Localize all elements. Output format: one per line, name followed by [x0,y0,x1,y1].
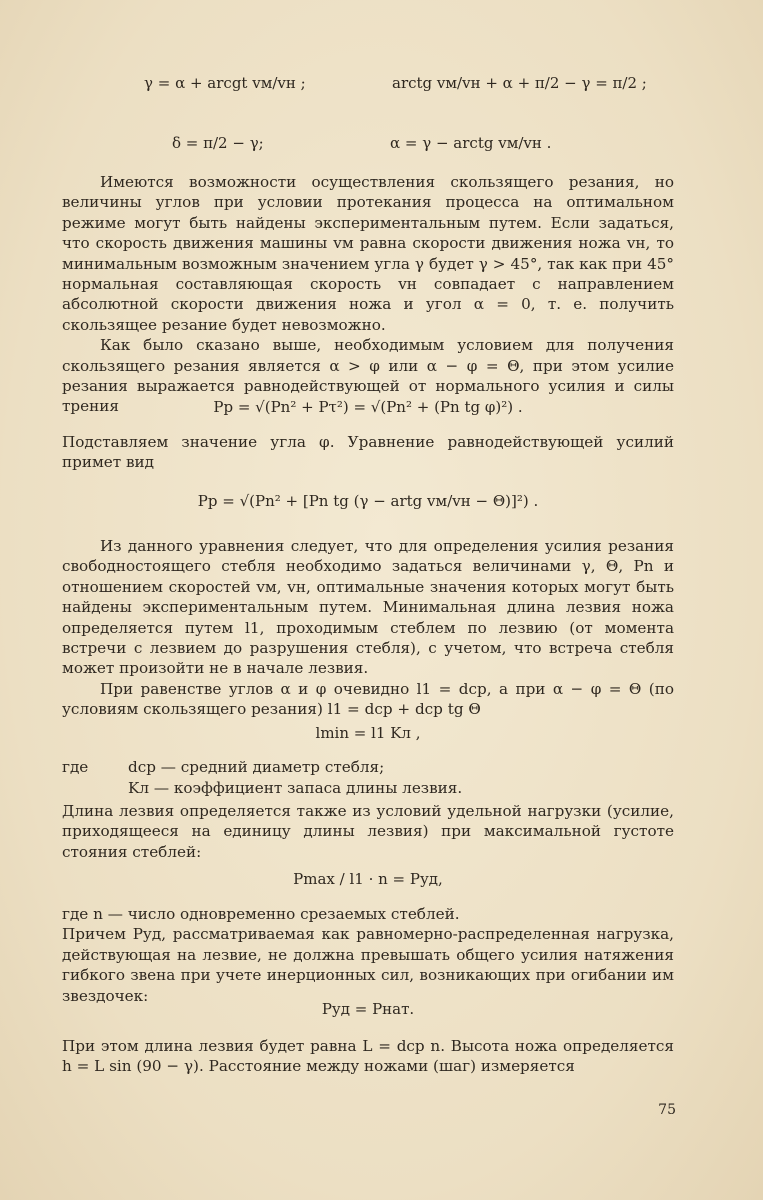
equation-specific-load: Pmax / l1 · n = Pуд, [293,870,443,888]
paragraph-7: где n — число одновременно срезаемых стеблей. [62,905,460,923]
paragraph-9: При этом длина лезвия будет равна L = dср n. Высота ножа определяется h = L sin (90 − γ). Расстояние между ножами (шаг) измеряется [62,1037,674,1076]
body-text-4 [62,801,674,862]
paragraph-3: Подставляем значение угла φ. Уравнение равнодействующей усилий примет вид [62,433,674,472]
formula-arctg-sum: arctg vм/vн + α + π/2 − γ = π/2 ; [392,74,647,92]
formula-delta: δ = π/2 − γ; [172,134,264,152]
definition-where-label: где [62,758,89,776]
equation-resultant-2: Pр = √(Pn² + [Pn tg (γ − artg vм/vн − Θ)]²) . [197,492,539,510]
body-text-3 [62,536,674,720]
body-text-6 [62,1036,674,1077]
definition-dsr: dср — средний диаметр стебля; [128,758,385,776]
page-number: 75 [658,1102,676,1118]
definition-kl: Kл — коэффициент запаса длины лезвия. [128,779,463,797]
equation-resultant-1: Pр = √(Pn² + Pτ²) = √(Pn² + (Pn tg φ)²) . [213,398,523,416]
paragraph-5: При равенстве углов α и φ очевидно l1 = dср, а при α − φ = Θ (по условиям скользящего резания) l1 = dср + dср tg Θ [62,679,674,719]
paragraph-6: Длина лезвия определяется также из условий удельной нагрузки (усилие, приходящееся на единицу длины лезвия) при максимальной густоте стояния стеблей: [62,802,674,861]
paragraph-1: Имеются возможности осуществления скользящего резания, но величины углов при условии протекания процесса на оптимальном режиме могут быть найдены экспериментальным путем. Если задаться, что скорость движения машины vм равна скорости движения ножа vн, то минимальным возможным значением угла γ будет γ > 45°, так как при 45° нормальная составляющая скорость vн совпадает с направлением абсолютной скорости движения ножа и угол α = 0, т. е. получить скользящее резание будет невозможно. [62,173,674,334]
formula-alpha: α = γ − arctg vм/vн . [390,134,552,152]
body-text-1 [62,172,674,417]
paragraph-4: Из данного уравнения следует, что для определения усилия резания свободностоящего стебля необходимо задаться величинами γ, Θ, Pn и отношением скоростей vм, vн, оптимальные значения которых могут быть найдены экспериментальным путем. Минимальная длина лезвия ножа определяется путем l1, проходимым стеблем по лезвию (от момента встречи с лезвием до разрушения стебля), с учетом, что встреча стебля может произойти не в начале лезвия. [62,537,674,678]
paragraph-8: Причем Pуд, рассматриваемая как равномерно-распределенная нагрузка, действующая на лезвие, не должна превышать общего усилия натяжения гибкого звена при учете инерционных сил, возникающих при огибании им звездочек: [62,925,674,1005]
body-text-2 [62,432,674,473]
equation-lmin: lmin = l1 Kл , [315,724,421,742]
equation-tension: Pуд = Pнат. [321,1000,415,1018]
formula-gamma: γ = α + arcgt vм/vн ; [144,74,306,92]
body-text-5 [62,904,674,1006]
paragraph-2: Как было сказано выше, необходимым условием для получения скользящего резания является α > φ или α − φ = Θ, при этом усилие резания выражается равнодействующей от нормального усилия и силы трения [62,336,674,416]
